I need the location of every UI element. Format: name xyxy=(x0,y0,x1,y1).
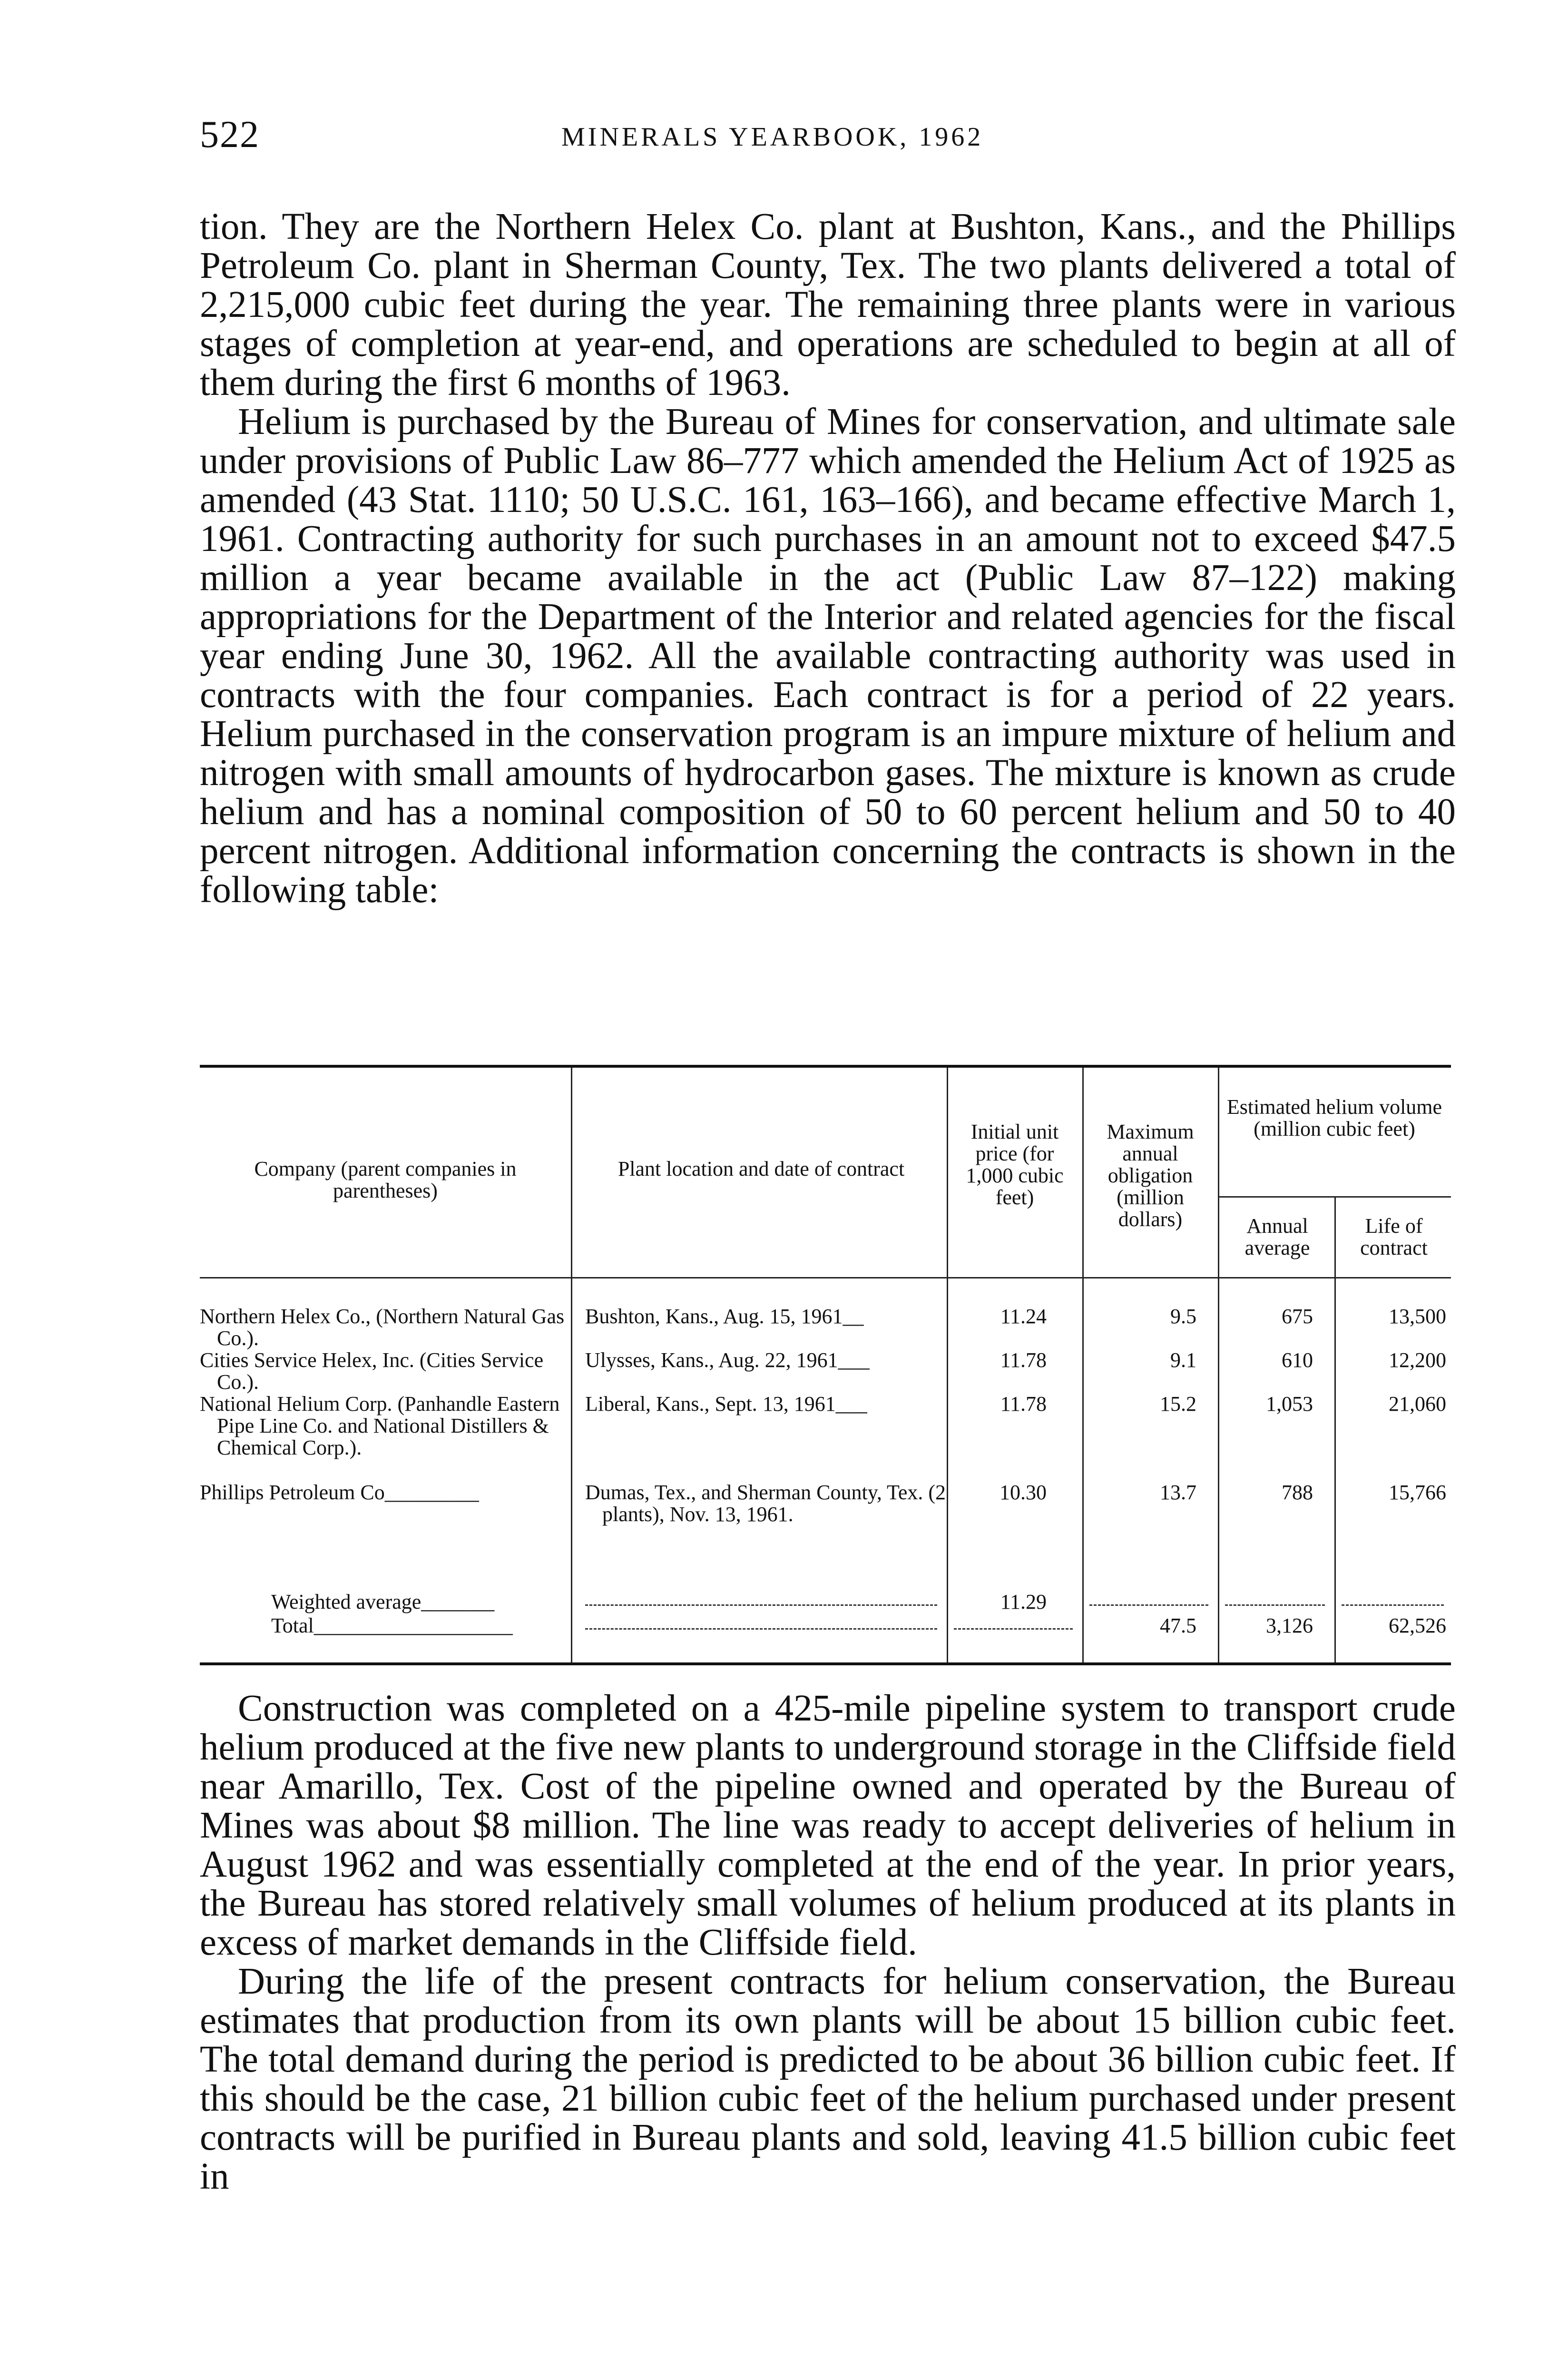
header-life-of-contract: Life of contract xyxy=(1360,1214,1428,1259)
leader-line xyxy=(1342,1604,1444,1606)
row-obligation: 13.7 xyxy=(1160,1481,1196,1504)
helium-contracts-table xyxy=(200,1065,1451,1665)
paragraph: Helium is purchased by the Bureau of Mines for conservation, and ultimate sale under provisions of Public Law 86–777 which amended the Helium Act of 1925 as amended (43 Stat. 1110; 50 U.S.C. 161, 163–166), and became effective March 1, 1961. Contracting authority for such purchases in an amount not to exceed $47.5 million a year became available in the act (Public Law 87–122) making appropriations for the Department of the Interior and related agencies for the fiscal year ending June 30, 1962. All the available contracting authority was used in contracts with the four companies. Each contract is for a period of 22 years. Helium purchased in the conservation program is an impure mixture of helium and nitrogen with small amounts of hydrocarbon gases. The mixture is known as crude helium and has a nominal composition of 50 to 60 percent helium and 50 to 40 percent nitrogen. Additional information concerning the contracts is shown in the following table: xyxy=(200,401,1456,911)
row-obligation: 15.2 xyxy=(1160,1392,1196,1416)
header-plant: Plant location and date of contract xyxy=(617,1157,905,1180)
total-life: 62,526 xyxy=(1389,1614,1446,1637)
page-number: 522 xyxy=(200,114,260,156)
row-plant: Bushton, Kans., Aug. 15, 1961__ xyxy=(585,1305,864,1328)
total-label: Total___________________ xyxy=(271,1614,513,1637)
row-price: 11.78 xyxy=(1000,1348,1047,1372)
total-obligation: 47.5 xyxy=(1160,1614,1196,1637)
row-plant: Ulysses, Kans., Aug. 22, 1961___ xyxy=(585,1348,870,1372)
total-annual: 3,126 xyxy=(1266,1614,1313,1637)
running-head: MINERALS YEARBOOK, 1962 xyxy=(561,122,984,152)
leader-line xyxy=(1089,1604,1208,1606)
column-rule xyxy=(1334,1196,1336,1662)
weighted-average-label: Weighted average_______ xyxy=(271,1590,495,1613)
row-price: 11.24 xyxy=(1000,1305,1047,1328)
row-company: Northern Helex Co., (Northern Natural Gas Co.). xyxy=(200,1305,565,1350)
weighted-average-price: 11.29 xyxy=(1000,1590,1047,1613)
paragraph: During the life of the present contracts for helium conservation, the Bureau estimates that production from its own plants will be about 15 billion cubic feet. The total demand during the period is predicted to be about 36 billion cubic feet. If this should be the case, 21 billion cubic feet of the helium purchased under present contracts will be purified in Bureau plants and sold, leaving 41.5 billion cubic feet in xyxy=(200,1961,1456,2197)
column-rule xyxy=(1082,1068,1084,1662)
header-annual-average: Annual average xyxy=(1245,1214,1310,1259)
row-plant: Liberal, Kans., Sept. 13, 1961___ xyxy=(585,1392,867,1416)
row-price: 10.30 xyxy=(1000,1481,1047,1504)
column-rule xyxy=(1218,1068,1219,1662)
leader-line xyxy=(1225,1604,1325,1606)
row-company: National Helium Corp. (Panhandle Eastern Pipe Line Co. and National Distillers & Chemical Corp.). xyxy=(200,1392,560,1459)
header-company: Company (parent companies in parentheses) xyxy=(254,1157,517,1202)
row-company: Phillips Petroleum Co_________ xyxy=(200,1481,479,1504)
paragraph: Construction was completed on a 425-mile pipeline system to transport crude helium produced at the five new plants to underground storage in the Cliffside field near Amarillo, Tex. Cost of the pipeline owned and operated by the Bureau of Mines was about $8 million. The line was ready to accept deliveries of helium in August 1962 and was essentially completed at the end of the year. In prior years, the Bureau has stored relatively small volumes of helium produced at its plants in excess of market demands in the Cliffside field. xyxy=(200,1688,1456,1963)
row-annual: 1,053 xyxy=(1266,1392,1313,1416)
leader-line xyxy=(585,1628,937,1630)
row-plant: Dumas, Tex., and Sherman County, Tex. (2 plants), Nov. 13, 1961. xyxy=(585,1481,946,1526)
row-company: Cities Service Helex, Inc. (Cities Service Co.). xyxy=(200,1348,544,1394)
row-annual: 788 xyxy=(1282,1481,1313,1504)
header-obligation: Maximum annual obligation (million dollars) xyxy=(1107,1120,1194,1231)
header-rule xyxy=(1218,1196,1451,1198)
header-estimated-volume: Estimated helium volume (million cubic feet) xyxy=(1226,1095,1442,1140)
page-header xyxy=(200,113,1456,170)
row-life: 12,200 xyxy=(1389,1348,1446,1372)
paragraph: tion. They are the Northern Helex Co. plant at Bushton, Kans., and the Phillips Petroleum Co. plant in Sherman County, Tex. The two plants delivered a total of 2,215,000 cubic feet during the year. The remaining three plants were in various stages of completion at year-end, and operations are scheduled to begin at all of them during the first 6 months of 1963. xyxy=(200,206,1456,403)
row-life: 21,060 xyxy=(1389,1392,1446,1416)
row-life: 13,500 xyxy=(1389,1305,1446,1328)
leader-line xyxy=(954,1628,1073,1630)
body-text-top xyxy=(200,207,1456,910)
column-rule xyxy=(947,1068,948,1662)
row-annual: 675 xyxy=(1282,1305,1313,1328)
row-obligation: 9.1 xyxy=(1170,1348,1196,1372)
row-price: 11.78 xyxy=(1000,1392,1047,1416)
header-price: Initial unit price (for 1,000 cubic feet) xyxy=(966,1120,1064,1209)
header-rule xyxy=(200,1277,1451,1278)
leader-line xyxy=(585,1604,937,1606)
row-annual: 610 xyxy=(1282,1348,1313,1372)
row-life: 15,766 xyxy=(1389,1481,1446,1504)
row-obligation: 9.5 xyxy=(1170,1305,1196,1328)
body-text-bottom xyxy=(200,1689,1456,2196)
